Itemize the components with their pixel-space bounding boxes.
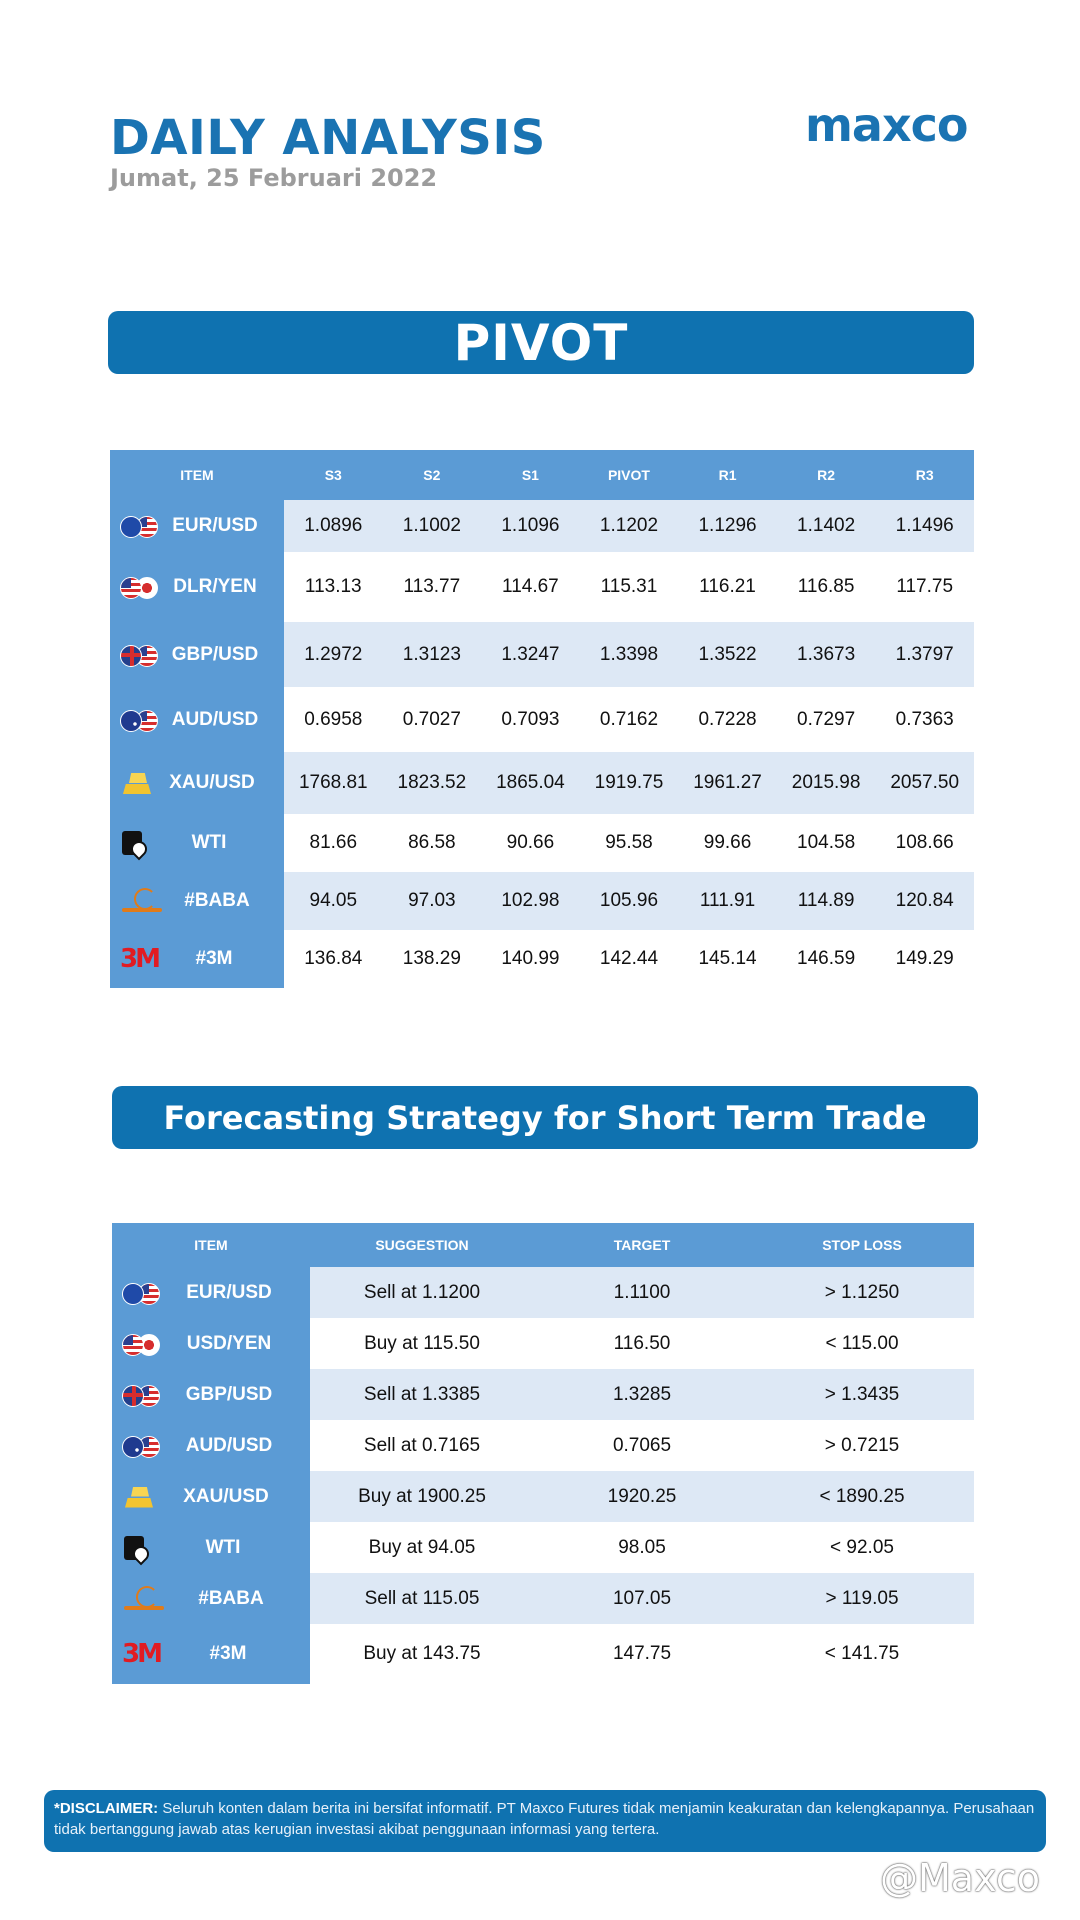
- forecast-row: [112, 1624, 974, 1684]
- item-cell: [112, 1471, 310, 1522]
- item-label: EUR/USD: [186, 1281, 272, 1303]
- stop-loss-value: < 1890.25: [750, 1471, 974, 1522]
- forecast-col-suggestion: SUGGESTION: [310, 1223, 534, 1267]
- pivot-col-r2: R2: [777, 450, 876, 500]
- suggestion-value: Sell at 0.7165: [363, 1434, 481, 1456]
- forecast-row: [112, 1471, 974, 1522]
- item-label: USD/YEN: [186, 1332, 272, 1354]
- s3-value: 81.66: [309, 832, 358, 853]
- s1-value: 114.67: [502, 576, 559, 597]
- maxco-logo: maxco: [805, 98, 968, 152]
- s1-value: 1.3247: [481, 622, 580, 687]
- stop-loss-value: > 119.05: [750, 1573, 974, 1624]
- forecast-col-item: ITEM: [112, 1223, 310, 1267]
- pivot-col-r1: R1: [678, 450, 777, 500]
- s2-value: 86.58: [408, 832, 456, 853]
- s3-value: 1.0896: [284, 500, 383, 552]
- pivot-value: 0.7162: [599, 708, 659, 730]
- pivot-value: 115.31: [600, 576, 658, 597]
- r3-value: 117.75: [896, 576, 954, 597]
- r3-value: 0.7363: [895, 708, 954, 730]
- r3-value: 1.3797: [875, 622, 974, 687]
- stop-loss-value: < 141.75: [824, 1643, 900, 1664]
- r1-value: 111.91: [678, 872, 777, 930]
- s1-value: 1.1096: [481, 500, 580, 552]
- stop-loss-value: > 0.7215: [824, 1434, 900, 1456]
- pivot-row: [110, 687, 974, 752]
- r3-value: 108.66: [895, 832, 954, 853]
- oil-barrel-icon: [120, 829, 148, 857]
- oil-barrel-icon: [122, 1534, 150, 1562]
- r2-value: 114.89: [777, 872, 876, 930]
- pivot-row: [110, 500, 974, 552]
- r1-value: 0.7228: [698, 708, 757, 730]
- item-cell: [110, 752, 284, 814]
- item-cell: [110, 930, 284, 988]
- s3-value: 94.05: [284, 872, 383, 930]
- item-label: #BABA: [184, 890, 250, 911]
- forecast-row: [112, 1267, 974, 1318]
- usd-jpy-flag-icon: [120, 574, 160, 600]
- pivot-row: [110, 752, 974, 814]
- r1-value: 1.3522: [678, 622, 777, 687]
- suggestion-value: Buy at 143.75: [363, 1643, 481, 1664]
- pivot-value: 1919.75: [580, 752, 679, 814]
- gbp-usd-flag-icon: [120, 642, 160, 668]
- item-label: XAU/USD: [183, 1485, 269, 1507]
- usd-jpy-flag-icon: [122, 1331, 162, 1357]
- item-label: WTI: [205, 1536, 241, 1558]
- r1-value: 116.21: [699, 576, 756, 597]
- item-label: #BABA: [198, 1587, 264, 1609]
- suggestion-value: Buy at 94.05: [368, 1536, 476, 1558]
- forecast-row: [112, 1420, 974, 1471]
- pivot-banner: PIVOT: [108, 311, 974, 374]
- forecast-row: [112, 1318, 974, 1369]
- s2-value: 1823.52: [383, 752, 482, 814]
- r2-value: 146.59: [797, 948, 856, 969]
- pivot-col-s1: S1: [481, 450, 580, 500]
- r3-value: 120.84: [875, 872, 974, 930]
- aud-usd-flag-icon: [122, 1433, 162, 1459]
- item-cell: [112, 1369, 310, 1420]
- r3-value: 149.29: [895, 948, 954, 969]
- pivot-row: [110, 552, 974, 622]
- s1-value: 90.66: [506, 832, 555, 853]
- item-label: GBP/USD: [171, 643, 259, 665]
- item-label: XAU/USD: [169, 772, 255, 793]
- r2-value: 1.1402: [777, 500, 876, 552]
- target-value: 116.50: [613, 1332, 671, 1354]
- r2-value: 0.7297: [797, 708, 856, 730]
- r2-value: 104.58: [797, 832, 856, 853]
- s1-value: 1865.04: [481, 752, 580, 814]
- gold-bars-icon: [120, 772, 154, 794]
- s3-value: 1.2972: [284, 622, 383, 687]
- item-cell: [110, 552, 284, 622]
- report-date: Jumat, 25 Februari 2022: [110, 164, 438, 192]
- suggestion-value: Buy at 115.50: [364, 1332, 480, 1354]
- disclaimer-label: *DISCLAIMER:: [54, 1800, 159, 1817]
- target-value: 107.05: [534, 1573, 750, 1624]
- r1-value: 145.14: [698, 948, 757, 969]
- watermark: @Maxco: [880, 1856, 1041, 1900]
- eur-usd-flag-icon: [120, 513, 160, 539]
- r2-value: 116.85: [797, 576, 855, 597]
- forecast-header-row: [112, 1223, 974, 1267]
- r1-value: 1961.27: [678, 752, 777, 814]
- r2-value: 2015.98: [777, 752, 876, 814]
- s3-value: 1768.81: [284, 752, 383, 814]
- stop-loss-value: < 92.05: [830, 1536, 894, 1558]
- pivot-value: 95.58: [605, 832, 653, 853]
- pivot-header-row: [110, 450, 974, 500]
- forecast-col-stop-loss: STOP LOSS: [750, 1223, 974, 1267]
- r1-value: 1.1296: [678, 500, 777, 552]
- pivot-row: [110, 622, 974, 687]
- stop-loss-value: < 115.00: [825, 1332, 899, 1354]
- target-value: 1.1100: [534, 1267, 750, 1318]
- item-cell: [110, 687, 284, 752]
- suggestion-value: Sell at 115.05: [310, 1573, 534, 1624]
- 3m-logo-icon: 3M: [122, 1639, 160, 1669]
- pivot-value: 142.44: [599, 948, 659, 969]
- pivot-value: 1.3398: [580, 622, 679, 687]
- item-label: #3M: [209, 1643, 247, 1664]
- r3-value: 2057.50: [875, 752, 974, 814]
- pivot-table: [110, 450, 974, 988]
- pivot-row: [110, 930, 974, 988]
- s2-value: 1.1002: [383, 500, 482, 552]
- forecast-row: [112, 1522, 974, 1573]
- pivot-col-s2: S2: [383, 450, 482, 500]
- item-label: AUD/USD: [171, 708, 259, 730]
- item-cell: [112, 1267, 310, 1318]
- pivot-row: [110, 814, 974, 872]
- r1-value: 99.66: [703, 832, 752, 853]
- item-label: AUD/USD: [185, 1434, 273, 1456]
- s1-value: 0.7093: [501, 708, 560, 730]
- alibaba-logo-icon: [122, 1584, 166, 1614]
- target-value: 0.7065: [612, 1434, 672, 1456]
- gold-bars-icon: [122, 1486, 156, 1508]
- pivot-row: [110, 872, 974, 930]
- s3-value: 136.84: [304, 948, 363, 969]
- forecast-row: [112, 1573, 974, 1624]
- 3m-logo-icon: 3M: [120, 944, 158, 974]
- item-label: #3M: [195, 948, 233, 969]
- pivot-col-pivot: PIVOT: [580, 450, 679, 500]
- alibaba-logo-icon: [120, 886, 164, 916]
- item-cell: [110, 872, 284, 930]
- suggestion-value: Buy at 1900.25: [310, 1471, 534, 1522]
- forecast-table: [112, 1223, 974, 1684]
- target-value: 98.05: [618, 1536, 666, 1558]
- s2-value: 113.77: [403, 576, 461, 597]
- disclaimer-box: [44, 1790, 1046, 1852]
- forecast-banner: Forecasting Strategy for Short Term Trade: [112, 1086, 978, 1149]
- pivot-value: 105.96: [580, 872, 679, 930]
- s3-value: 0.6958: [304, 708, 363, 730]
- item-cell: [112, 1522, 310, 1573]
- r3-value: 1.1496: [875, 500, 974, 552]
- forecast-col-target: TARGET: [534, 1223, 750, 1267]
- item-cell: [110, 622, 284, 687]
- s1-value: 102.98: [481, 872, 580, 930]
- r2-value: 1.3673: [777, 622, 876, 687]
- item-cell: [110, 500, 284, 552]
- pivot-value: 1.1202: [580, 500, 679, 552]
- item-label: EUR/USD: [172, 515, 258, 536]
- pivot-col-s3: S3: [284, 450, 383, 500]
- s2-value: 1.3123: [383, 622, 482, 687]
- s3-value: 113.13: [304, 576, 362, 597]
- target-value: 147.75: [612, 1643, 672, 1664]
- target-value: 1920.25: [534, 1471, 750, 1522]
- suggestion-value: Sell at 1.3385: [310, 1369, 534, 1420]
- suggestion-value: Sell at 1.1200: [310, 1267, 534, 1318]
- eur-usd-flag-icon: [122, 1280, 162, 1306]
- item-cell: [112, 1624, 310, 1684]
- item-label: DLR/YEN: [173, 576, 257, 597]
- target-value: 1.3285: [534, 1369, 750, 1420]
- pivot-col-r3: R3: [875, 450, 974, 500]
- item-cell: [112, 1420, 310, 1471]
- gbp-usd-flag-icon: [122, 1382, 162, 1408]
- s2-value: 138.29: [402, 948, 461, 969]
- item-cell: [112, 1318, 310, 1369]
- s1-value: 140.99: [501, 948, 560, 969]
- aud-usd-flag-icon: [120, 707, 160, 733]
- forecast-row: [112, 1369, 974, 1420]
- stop-loss-value: > 1.3435: [750, 1369, 974, 1420]
- page-title: DAILY ANALYSIS: [110, 110, 546, 166]
- s2-value: 97.03: [383, 872, 482, 930]
- stop-loss-value: > 1.1250: [750, 1267, 974, 1318]
- s2-value: 0.7027: [402, 708, 461, 730]
- pivot-col-item: ITEM: [110, 450, 284, 500]
- item-cell: [110, 814, 284, 872]
- item-label: GBP/USD: [185, 1383, 273, 1405]
- disclaimer-text: Seluruh konten dalam berita ini bersifat informatif. PT Maxco Futures tidak menjamin keakuratan dan kelengkapannya. Perusahaan tidak bertanggung jawab atas kerugian investasi akibat penggunaan informasi yang tertera.: [54, 1800, 1035, 1838]
- item-label: WTI: [191, 832, 227, 853]
- item-cell: [112, 1573, 310, 1624]
